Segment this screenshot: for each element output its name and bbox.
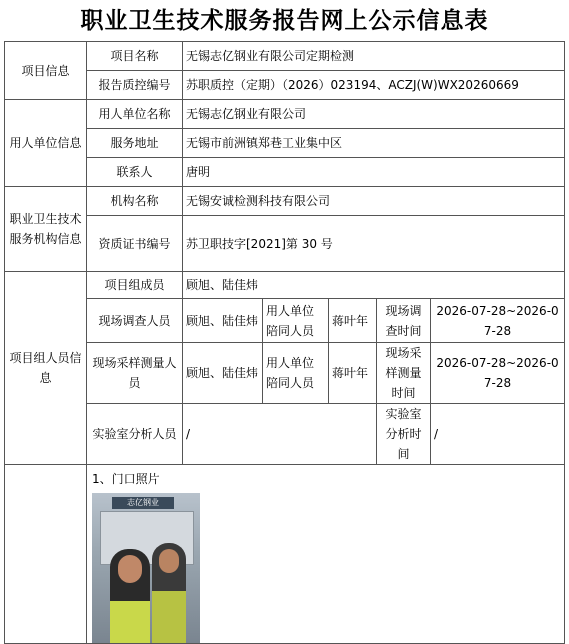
agency-name-label: 机构名称	[87, 187, 183, 216]
survey-time-value: 2026-07-28~2026-07-28	[431, 299, 565, 343]
section-employer-info: 用人单位信息	[5, 100, 87, 187]
company-sign: 志亿钢业	[112, 497, 174, 509]
survey-escort-label: 用人单位陪同人员	[263, 299, 329, 343]
members-value: 顾旭、陆佳炜	[183, 272, 565, 299]
sampling-staff-label: 现场采样测量人员	[87, 343, 183, 404]
contact-value: 唐明	[183, 158, 565, 187]
contact-label: 联系人	[87, 158, 183, 187]
person-figure	[110, 549, 150, 643]
project-name-value: 无锡志亿钢业有限公司定期检测	[183, 42, 565, 71]
sampling-escort-label: 用人单位陪同人员	[263, 343, 329, 404]
agency-name-value: 无锡安诚检测科技有限公司	[183, 187, 565, 216]
sampling-staff-value: 顾旭、陆佳炜	[183, 343, 263, 404]
person-figure	[152, 543, 186, 643]
entrance-photo	[92, 493, 200, 643]
lab-time-label: 实验室分析时间	[377, 404, 431, 465]
sampling-time-label: 现场采样测量时间	[377, 343, 431, 404]
certificate-label: 资质证书编号	[87, 216, 183, 272]
survey-escort-value: 蒋叶年	[329, 299, 377, 343]
members-label: 项目组成员	[87, 272, 183, 299]
certificate-value: 苏卫职技字[2021]第 30 号	[183, 216, 565, 272]
section-project-info: 项目信息	[5, 42, 87, 100]
survey-staff-label: 现场调查人员	[87, 299, 183, 343]
project-name-label: 项目名称	[87, 42, 183, 71]
survey-staff-value: 顾旭、陆佳炜	[183, 299, 263, 343]
photo-label: 1、门口照片	[92, 472, 160, 486]
report-number-value: 苏职质控（定期）（2026）023194、ACZJ(W)WX20260669	[183, 71, 565, 100]
sampling-time-value: 2026-07-28~2026-07-28	[431, 343, 565, 404]
service-address-value: 无锡市前洲镇郑巷工业集中区	[183, 129, 565, 158]
photo-cell	[87, 465, 565, 644]
sampling-escort-value: 蒋叶年	[329, 343, 377, 404]
lab-staff-label: 实验室分析人员	[87, 404, 183, 465]
report-number-label: 报告质控编号	[87, 71, 183, 100]
info-table	[4, 41, 565, 644]
lab-staff-value: /	[183, 404, 377, 465]
employer-name-value: 无锡志亿钢业有限公司	[183, 100, 565, 129]
photo-section-empty	[5, 465, 87, 644]
survey-time-label: 现场调查时间	[377, 299, 431, 343]
employer-name-label: 用人单位名称	[87, 100, 183, 129]
page-title: 职业卫生技术服务报告网上公示信息表	[80, 7, 489, 34]
lab-time-value: /	[431, 404, 565, 465]
section-personnel-info: 项目组人员信息	[5, 272, 87, 465]
section-agency-info: 职业卫生技术服务机构信息	[5, 187, 87, 272]
service-address-label: 服务地址	[87, 129, 183, 158]
